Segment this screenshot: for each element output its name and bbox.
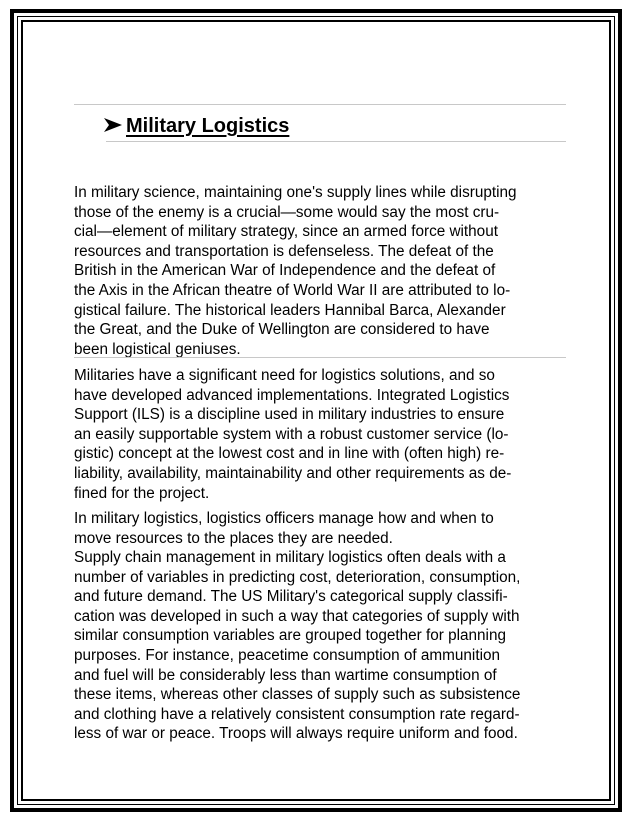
top-rule (74, 104, 566, 105)
text-line: been logistical geniuses. (74, 340, 241, 358)
text-line: these items, whereas other classes of supply such as subsistence (74, 686, 521, 704)
text-line: move resources to the places they are needed. (74, 529, 393, 547)
paragraph-supply-chain (74, 548, 574, 744)
text-line: gistic) concept at the lowest cost and in line with (often high) re- (74, 445, 505, 463)
text-line: an easily supportable system with a robust customer service (lo- (74, 425, 509, 443)
heading-rule (106, 141, 566, 142)
text-line: In military science, maintaining one's supply lines while disrupting (74, 184, 517, 201)
text-line: cation was developed in such a way that categories of supply with (74, 607, 520, 625)
text-line: the Great, and the Duke of Wellington are considered to have (74, 321, 490, 339)
text-line: In military logistics, logistics officers manage how and when to (74, 510, 494, 527)
text-line: British in the American War of Independence and the defeat of (74, 262, 496, 280)
text-line: fined for the project. (74, 484, 210, 502)
text-line: Support (ILS) is a discipline used in military industries to ensure (74, 406, 505, 424)
text-line: liability, availability, maintainability and other requirements as de- (74, 464, 512, 482)
text-line: resources and transportation is defenseless. The defeat of the (74, 242, 494, 260)
text-line: those of the enemy is a crucial—some would say the most cru- (74, 203, 500, 221)
paragraph-rule (74, 357, 566, 358)
text-line: gistical failure. The historical leaders Hannibal Barca, Alexander (74, 301, 506, 319)
text-line: similar consumption variables are grouped together for planning (74, 627, 506, 645)
text-line: and future demand. The US Military's categorical supply classifi- (74, 588, 508, 606)
text-line: have developed advanced implementations. Integrated Logistics (74, 386, 510, 404)
heading-text: Military Logistics (126, 115, 290, 137)
text-line: cial—element of military strategy, since an armed force without (74, 223, 498, 241)
text-line: Militaries have a significant need for logistics solutions, and so (74, 367, 495, 384)
paragraph-ils (74, 366, 574, 503)
text-line: and fuel will be considerably less than wartime consumption of (74, 666, 497, 684)
text-line: less of war or peace. Troops will always require uniform and food. (74, 725, 518, 743)
text-line: Supply chain management in military logistics often deals with a (74, 549, 506, 566)
paragraph-logistics-officers (74, 509, 574, 548)
text-line: purposes. For instance, peacetime consumption of ammunition (74, 646, 500, 664)
text-line: number of variables in predicting cost, deterioration, consumption, (74, 568, 521, 586)
section-heading (102, 113, 289, 139)
arrowhead-bullet-icon (102, 117, 124, 133)
text-line: and clothing have a relatively consistent consumption rate regard- (74, 705, 520, 723)
text-line: the Axis in the African theatre of World War II are attributed to lo- (74, 281, 511, 299)
paragraph-military-science (74, 183, 574, 359)
